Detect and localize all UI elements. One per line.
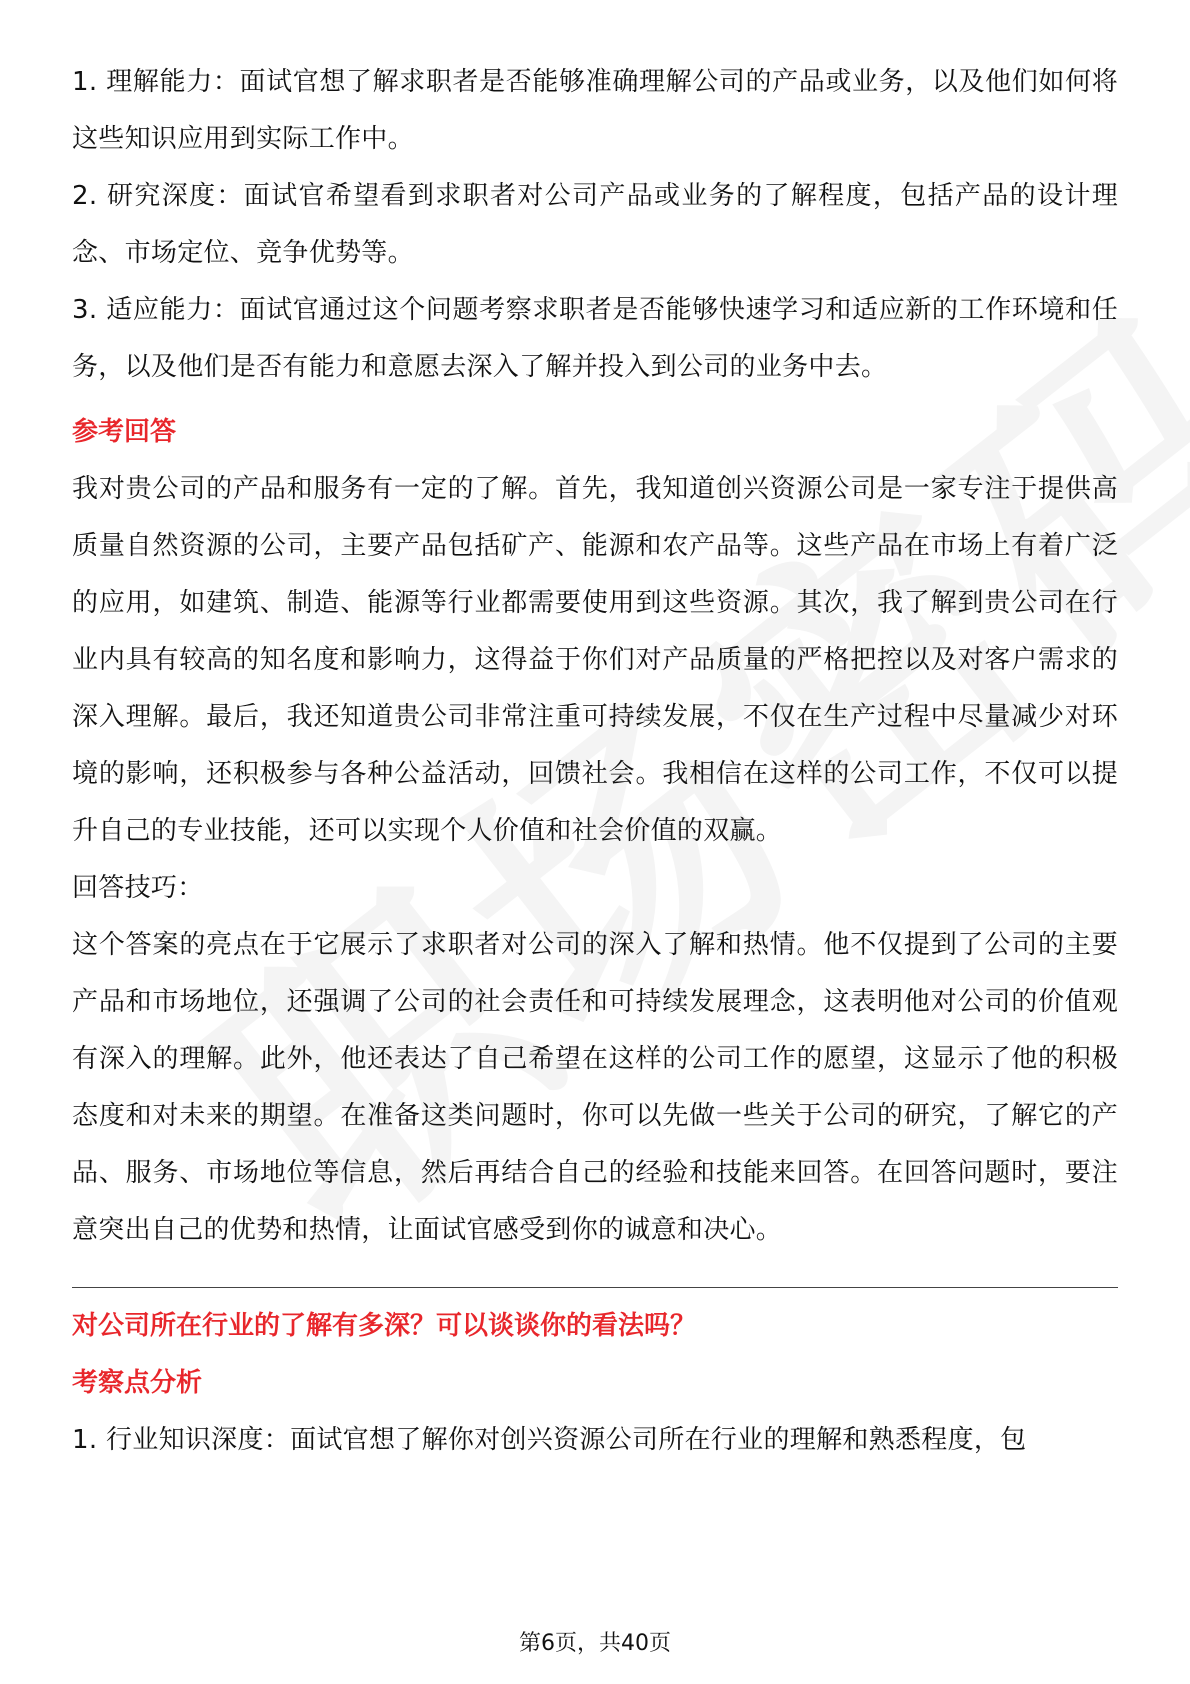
analysis-point-1: 1. 理解能力：面试官想了解求职者是否能够准确理解公司的产品或业务，以及他们如何将这些知识应用到实际工作中。 [72, 67, 1118, 154]
industry-knowledge-point: 1. 行业知识深度：面试官想了解你对创兴资源公司所在行业的理解和熟悉程度，包 [72, 1425, 1027, 1455]
analysis-point-3: 3. 适应能力：面试官通过这个问题考察求职者是否能够快速学习和适应新的工作环境和任务，以及他们是否有能力和意愿去深入了解并投入到公司的业务中去。 [72, 295, 1118, 382]
answer-tips-label: 回答技巧： [72, 873, 204, 903]
document-page [72, 54, 1118, 1469]
answer-tips-text: 这个答案的亮点在于它展示了求职者对公司的深入了解和热情。他不仅提到了公司的主要产品和市场地位，还强调了公司的社会责任和可持续发展理念，这表明他对公司的价值观有深入的理解。此外，他还表达了自己希望在这样的公司工作的愿望，这显示了他的积极态度和对未来的期望。在准备这类问题时，你可以先做一些关于公司的研究，了解它的产品、服务、市场地位等信息，然后再结合自己的经验和技能来回答。在回答问题时，要注意突出自己的优势和热情，让面试官感受到你的诚意和决心。 [72, 930, 1118, 1245]
question-heading: 对公司所在行业的了解有多深？可以谈谈你的看法吗？ [72, 1311, 697, 1341]
reference-answer-heading: 参考回答 [72, 417, 177, 447]
analysis-heading: 考察点分析 [72, 1368, 203, 1398]
page-number: 第6页，共40页 [519, 1631, 671, 1656]
analysis-point-2: 2. 研究深度：面试官希望看到求职者对公司产品或业务的了解程度，包括产品的设计理念、市场定位、竞争优势等。 [72, 181, 1118, 268]
section-divider [72, 1287, 1118, 1288]
reference-answer-text: 我对贵公司的产品和服务有一定的了解。首先，我知道创兴资源公司是一家专注于提供高质量自然资源的公司，主要产品包括矿产、能源和农产品等。这些产品在市场上有着广泛的应用，如建筑、制造、能源等行业都需要使用到这些资源。其次，我了解到贵公司在行业内具有较高的知名度和影响力，这得益于你们对产品质量的严格把控以及对客户需求的深入理解。最后，我还知道贵公司非常注重可持续发展，不仅在生产过程中尽量减少对环境的影响，还积极参与各种公益活动，回馈社会。我相信在这样的公司工作，不仅可以提升自己的专业技能，还可以实现个人价值和社会价值的双赢。 [72, 474, 1118, 846]
